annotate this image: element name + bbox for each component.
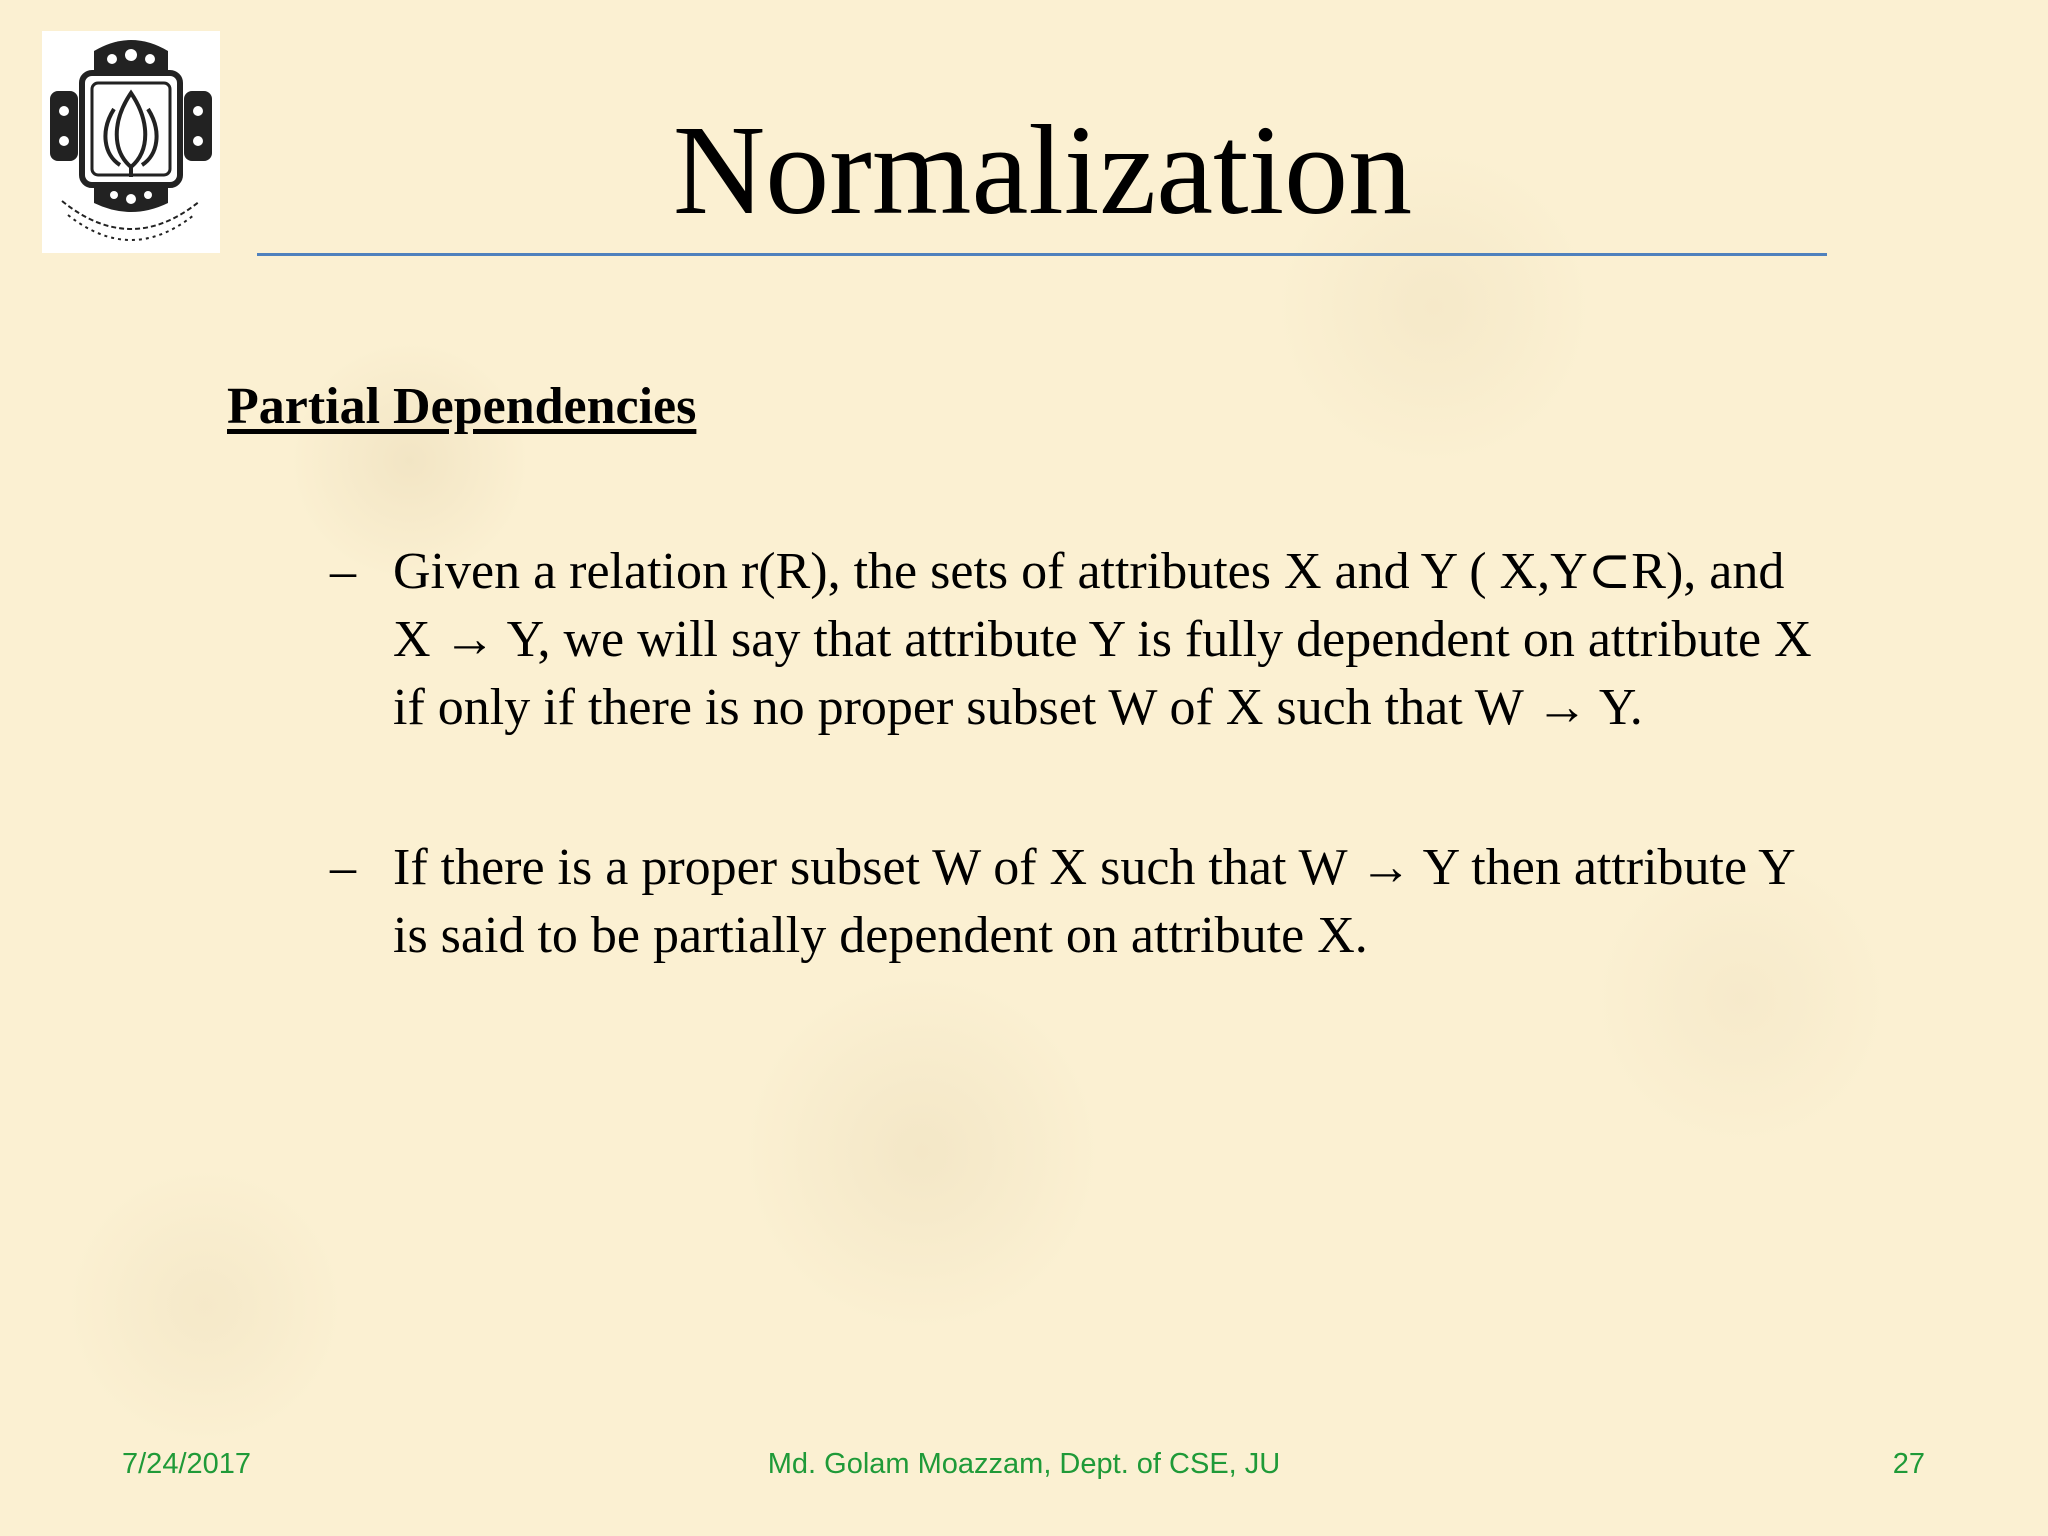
footer-author: Md. Golam Moazzam, Dept. of CSE, JU bbox=[767, 1448, 1281, 1480]
bullet-item bbox=[330, 538, 1830, 742]
bullet-item bbox=[330, 834, 1830, 970]
slide-title: Normalization bbox=[672, 99, 1413, 241]
bullet-dash-icon: – bbox=[330, 543, 356, 600]
section-heading: Partial Dependencies bbox=[227, 378, 697, 435]
university-logo bbox=[42, 31, 220, 253]
bullet-dash-icon: – bbox=[330, 839, 356, 896]
bullet-text: If there is a proper subset W of X such that W → Y then attribute Y is said to be partially dependent on attribute X. bbox=[393, 839, 1794, 964]
bullet-text: Given a relation r(R), the sets of attributes X and Y ( X,Y⊂R), and X → Y, we will say that attribute Y is fully dependent on attribute X if only if there is no proper subset W of X such that W → Y. bbox=[393, 543, 1812, 736]
university-emblem-icon bbox=[42, 31, 220, 253]
footer-date: 7/24/2017 bbox=[122, 1448, 252, 1480]
footer-page-number: 27 bbox=[1892, 1448, 1925, 1480]
title-divider bbox=[257, 253, 1827, 256]
bullet-list bbox=[330, 538, 1830, 970]
